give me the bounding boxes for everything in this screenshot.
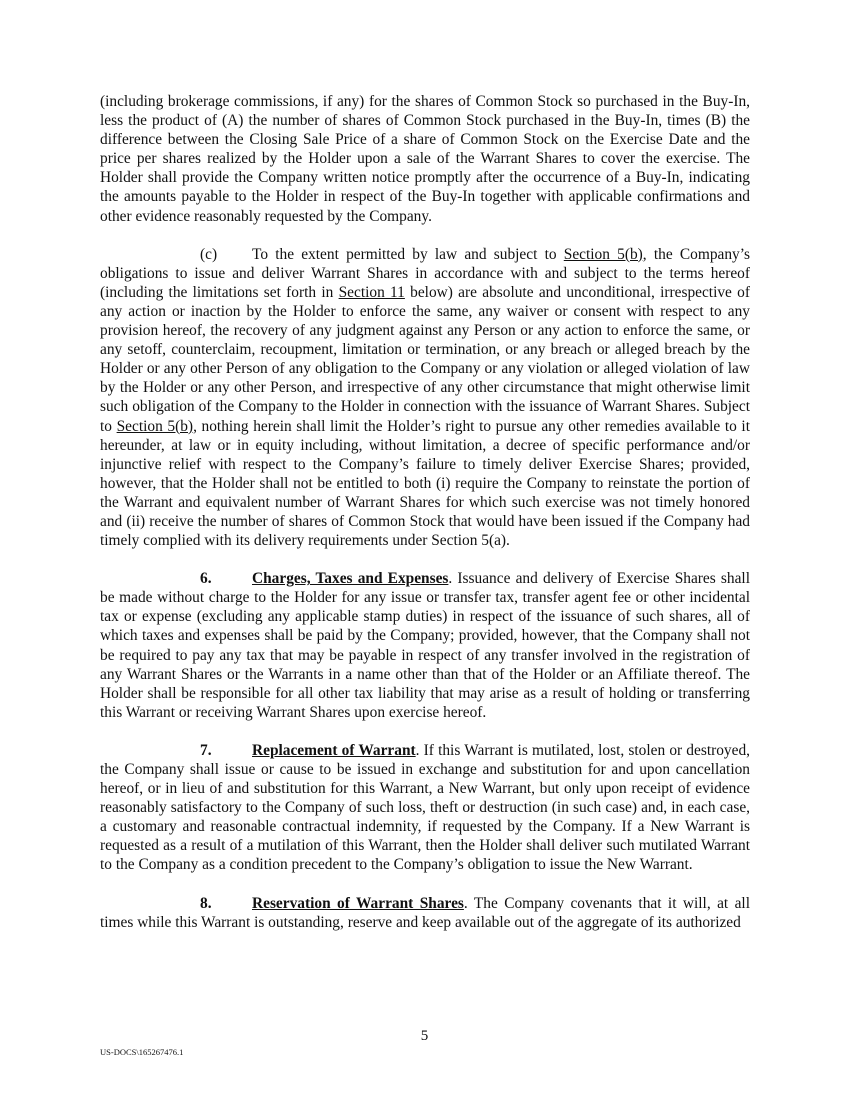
document-id: US-DOCS\165267476.1 [100, 1047, 184, 1057]
section-6-number: 6. [200, 570, 212, 588]
section-5b-reference: Section 5(b) [563, 245, 643, 263]
paragraph-5c [100, 245, 750, 551]
section-8-number: 8. [200, 894, 212, 912]
document-body [100, 92, 750, 951]
section-6-heading: Charges, Taxes and Expenses [252, 570, 449, 588]
section-8-heading: Reservation of Warrant Shares [252, 894, 464, 912]
paragraph-5c-text-2: , the Company’s obligations to issue and deliver Warrant Shares in accordance with and subject to the terms hereof (including the limitations set forth in [100, 245, 750, 301]
paragraph-5c-text-3: below) are absolute and unconditional, irrespective of any action or inaction by the Holder to enforce the same, any waiver or consent with respect to any provision hereof, the recovery of any judgment against any Person or any action to enforce the same, or any setoff, counterclaim, recoupment, limitation or termination, or any breach or alleged breach by the Holder or any other Person of any obligation to the Company or any violation or alleged violation of law by the Holder or any other Person, and irrespective of any other circumstance that might otherwise limit such obligation of the Company to the Holder in connection with the issuance of Warrant Shares. Subject to [100, 283, 750, 435]
section-8-body: . The Company covenants that it will, at all times while this Warrant is outstanding, reserve and keep available out of the aggregate of its authorized [100, 894, 750, 931]
subsection-label: (c) [200, 245, 218, 263]
section-8 [100, 894, 750, 932]
section-6 [100, 569, 750, 722]
section-7-number: 7. [200, 741, 212, 759]
paragraph-buy-in-continuation: (including brokerage commissions, if any) for the shares of Common Stock so purchased in the Buy-In, less the product of (A) the number of shares of Common Stock purchased in the Buy-In, times (B) the difference between the Closing Sale Price of a share of Common Stock on the Exercise Date and the price per shares realized by the Holder upon a sale of the Warrant Shares to cover the exercise. The Holder shall provide the Company written notice promptly after the occurrence of a Buy-In, indicating the amounts payable to the Holder in respect of the Buy-In together with applicable confirmations and other evidence reasonably requested by the Company. [100, 93, 750, 225]
section-11-reference: Section 11 [338, 283, 405, 301]
section-7-body: . If this Warrant is mutilated, lost, stolen or destroyed, the Company shall issue or cause to be issued in exchange and substitution for and upon cancellation hereof, or in lieu of and substitution for this Warrant, a New Warrant, but only upon receipt of evidence reasonably satisfactory to the Company of such loss, theft or destruction (in such case) and, in each case, a customary and reasonable contractual indemnity, if requested by the Company. If a New Warrant is requested as a result of a mutilation of this Warrant, then the Holder shall deliver such mutilated Warrant to the Company as a condition precedent to the Company’s obligation to issue the New Warrant. [100, 741, 750, 874]
section-5b-reference-2: Section 5(b) [116, 417, 194, 435]
paragraph-5c-text-4: , nothing herein shall limit the Holder’s right to pursue any other remedies available to it hereunder, at law or in equity including, without limitation, a decree of specific performance and/or injunctive relief with respect to the Company’s failure to timely deliver Exercise Shares; provided, however, that the Holder shall not be entitled to both (i) require the Company to reinstate the portion of the Warrant and equivalent number of Warrant Shares for which such exercise was not timely honored and (ii) receive the number of shares of Common Stock that would have been issued if the Company had timely complied with its delivery requirements under Section 5(a). [100, 417, 750, 550]
section-7-heading: Replacement of Warrant [252, 741, 416, 759]
paragraph-5c-text-1: To the extent permitted by law and subject to [252, 245, 564, 263]
section-7 [100, 741, 750, 875]
section-6-body: . Issuance and delivery of Exercise Shares shall be made without charge to the Holder for any issue or transfer tax, transfer agent fee or other incidental tax or expense (excluding any applicable stamp duties) in respect of the issuance of such shares, all of which taxes and expenses shall be paid by the Company; provided, however, that the Company shall not be required to pay any tax that may be payable in respect of any transfer involved in the registration of any Warrant Shares or the Warrants in a name other than that of the Holder or an Affiliate thereof. The Holder shall be responsible for all other tax liability that may arise as a result of holding or transferring this Warrant or receiving Warrant Shares upon exercise hereof. [100, 570, 750, 721]
page-number: 5 [420, 1028, 429, 1044]
